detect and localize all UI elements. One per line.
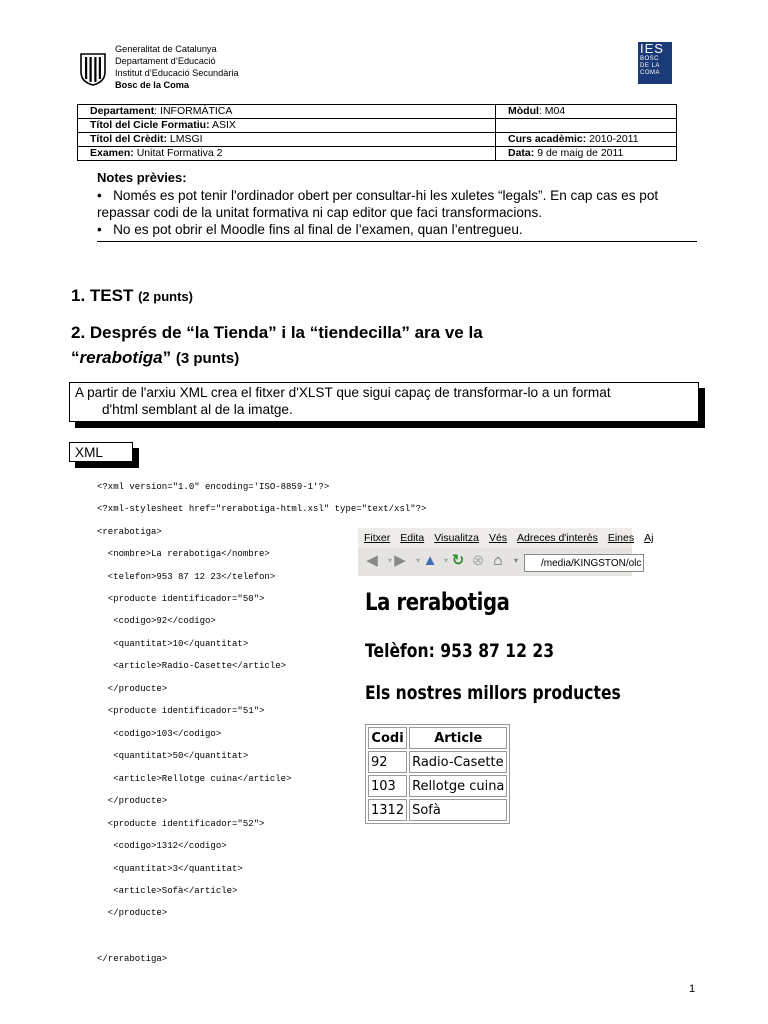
- institution-line: Departament d’Educació: [115, 56, 216, 66]
- info-value: INFORMÀTICA: [160, 105, 233, 117]
- info-cell: Mòdul: M04: [496, 105, 677, 119]
- xml-label-box: XML: [69, 442, 133, 462]
- quote-mark: ”: [162, 348, 172, 367]
- code-line: <codigo>92</codigo>: [97, 616, 216, 626]
- code-line: </producte>: [97, 908, 168, 918]
- products-subtitle: Els nostres millors productes: [365, 682, 621, 704]
- info-cell: [78, 133, 496, 147]
- table-cell: Sofà: [409, 799, 507, 821]
- dropdown-icon[interactable]: ▾: [443, 556, 448, 565]
- code-line: <telefon>953 87 12 23</telefon>: [97, 572, 276, 582]
- info-row: [78, 119, 677, 133]
- table-cell: Rellotge cuina: [409, 775, 507, 797]
- section-title: 1. TEST: [71, 286, 134, 305]
- section-1-heading: [71, 286, 193, 306]
- info-cell: [496, 147, 677, 161]
- code-line: <quantitat>10</quantitat>: [97, 639, 249, 649]
- exam-info-table: [77, 104, 677, 161]
- code-line: <producte identificador="52">: [97, 819, 265, 829]
- ies-logo-text: IES: [640, 41, 664, 56]
- table-row: [368, 751, 507, 773]
- info-cell: [78, 147, 496, 161]
- info-cell: Departament: INFORMÀTICA: [78, 105, 496, 119]
- info-cell: [496, 119, 677, 133]
- info-cell: [496, 133, 677, 147]
- menu-item[interactable]: Aj: [644, 532, 654, 544]
- info-label: Departament: [90, 105, 155, 117]
- notes-list: [97, 187, 697, 238]
- section-title-line: [71, 345, 691, 371]
- school-name: Bosc de la Coma: [115, 80, 190, 90]
- info-value: ASIX: [211, 119, 236, 131]
- instruction-line: A partir de l'arxiu XML crea el fitxer d'XLST que sigui capaç de transformar-lo a un format: [75, 385, 611, 400]
- info-row: [78, 133, 677, 147]
- note-text: Només es pot tenir l'ordinador obert per consultar-hi les xuletes “legals”. En cap cas es pot repassar codi de la unitat formativa ni cap editor que faci transformacions.: [97, 188, 659, 220]
- stop-icon[interactable]: ⊗: [471, 552, 485, 569]
- info-value: 9 de maig de 2011: [537, 147, 624, 159]
- instruction-box: [69, 382, 699, 422]
- info-value: M04: [544, 105, 566, 117]
- ies-logo-line: DE LA: [640, 63, 660, 69]
- notes-title: Notes prèvies:: [97, 170, 187, 185]
- code-line: <rerabotiga>: [97, 527, 162, 537]
- note-text: No es pot obrir el Moodle fins al final de l’examen, quan l’entregueu.: [113, 222, 523, 237]
- menu-item[interactable]: Visualitza: [434, 532, 479, 544]
- code-line: <producte identificador="50">: [97, 594, 265, 604]
- page-number: 1: [689, 983, 696, 995]
- ies-logo-subtext: [640, 56, 660, 77]
- dropdown-icon[interactable]: ▾: [513, 556, 518, 565]
- menu-item[interactable]: Vés: [488, 532, 508, 544]
- note-item: [97, 221, 697, 238]
- code-line: <article>Sofà</article>: [97, 886, 238, 896]
- table-row: [368, 799, 507, 821]
- institution-line: Institut d’Educació Secundària: [115, 68, 239, 78]
- menu-item[interactable]: Eines: [607, 532, 635, 544]
- code-line: </producte>: [97, 684, 168, 694]
- code-line: <quantitat>3</quantitat>: [97, 864, 243, 874]
- section-points: (2 punts): [138, 289, 193, 304]
- info-value: Unitat Formativa 2: [136, 147, 223, 159]
- home-icon[interactable]: ⌂: [493, 552, 503, 569]
- code-line: </rerabotiga>: [97, 954, 168, 964]
- code-line: <codigo>1312</codigo>: [97, 841, 227, 851]
- reload-icon[interactable]: ↻: [451, 552, 465, 569]
- menu-item[interactable]: Edita: [400, 532, 425, 544]
- info-label: Títol del Crèdit:: [90, 133, 167, 145]
- instruction-line: d'html semblant al de la imatge.: [102, 402, 293, 417]
- code-line: <?xml-stylesheet href="rerabotiga-html.xsl" type="text/xsl"?>: [97, 504, 427, 514]
- info-row: [78, 105, 677, 119]
- code-line: <quantitat>50</quantitat>: [97, 751, 249, 761]
- url-text: /media/KINGSTON/olc: [541, 558, 642, 569]
- browser-screenshot: [358, 528, 654, 828]
- page-title: La rerabotiga: [365, 588, 510, 616]
- dropdown-icon[interactable]: ▾: [387, 556, 392, 565]
- bullet-icon: •: [97, 188, 114, 203]
- section-points: (3 punts): [175, 350, 240, 367]
- menu-item[interactable]: Adreces d'interès: [517, 532, 598, 544]
- info-value: LMSGI: [169, 133, 203, 145]
- forward-arrow-icon[interactable]: ▶: [394, 552, 406, 569]
- note-item: [97, 187, 697, 221]
- phone-line: Telèfon: 953 87 12 23: [365, 640, 555, 662]
- code-line: </producte>: [97, 796, 168, 806]
- section-title-italic: rerabotiga: [79, 348, 163, 367]
- bullet-icon: •: [97, 222, 114, 237]
- info-label: Data:: [508, 147, 535, 159]
- code-line: <?xml version="1.0" encoding='ISO-8859-1'?>: [97, 482, 330, 492]
- section-title-line: 2. Després de “la Tienda” i la “tiendecilla” ara ve la: [71, 323, 483, 342]
- quote-mark: “: [71, 348, 80, 367]
- dropdown-icon[interactable]: ▾: [415, 556, 420, 565]
- divider: [97, 241, 697, 242]
- info-label: Examen:: [90, 147, 134, 159]
- table-cell: 1312: [368, 799, 407, 821]
- institution-block: [115, 43, 239, 91]
- menu-item[interactable]: Fitxer: [364, 532, 391, 544]
- browser-menubar: [358, 528, 654, 548]
- code-line: <nombre>La rerabotiga</nombre>: [97, 549, 270, 559]
- info-label: Curs acadèmic:: [508, 133, 587, 145]
- ies-logo: [638, 42, 672, 84]
- ies-logo-line: COMA: [640, 70, 660, 76]
- table-cell: 92: [368, 751, 407, 773]
- table-cell: 103: [368, 775, 407, 797]
- ies-logo-line: BOSC: [640, 56, 660, 62]
- info-cell: [78, 119, 496, 133]
- column-header: Codi: [368, 727, 407, 749]
- up-arrow-icon[interactable]: ▲: [422, 552, 438, 569]
- info-row: [78, 147, 677, 161]
- column-header: Article: [409, 727, 507, 749]
- generalitat-crest-icon: [79, 52, 107, 86]
- section-2-heading: [71, 320, 691, 371]
- url-bar[interactable]: [524, 554, 644, 572]
- code-line: <producte identificador="51">: [97, 706, 265, 716]
- back-arrow-icon[interactable]: ◀: [366, 552, 378, 569]
- code-line: <article>Rellotge cuina</article>: [97, 774, 292, 784]
- table-row: [368, 775, 507, 797]
- code-line: <codigo>103</codigo>: [97, 729, 222, 739]
- info-label: Mòdul: [508, 105, 539, 117]
- table-header-row: [368, 727, 507, 749]
- info-value: 2010-2011: [589, 133, 639, 145]
- info-label: Títol del Cicle Formatiu:: [90, 119, 210, 131]
- table-cell: Radio-Casette: [409, 751, 507, 773]
- products-table: [365, 724, 510, 824]
- code-line: <article>Radio-Casette</article>: [97, 661, 287, 671]
- institution-line: Generalitat de Catalunya: [115, 44, 217, 54]
